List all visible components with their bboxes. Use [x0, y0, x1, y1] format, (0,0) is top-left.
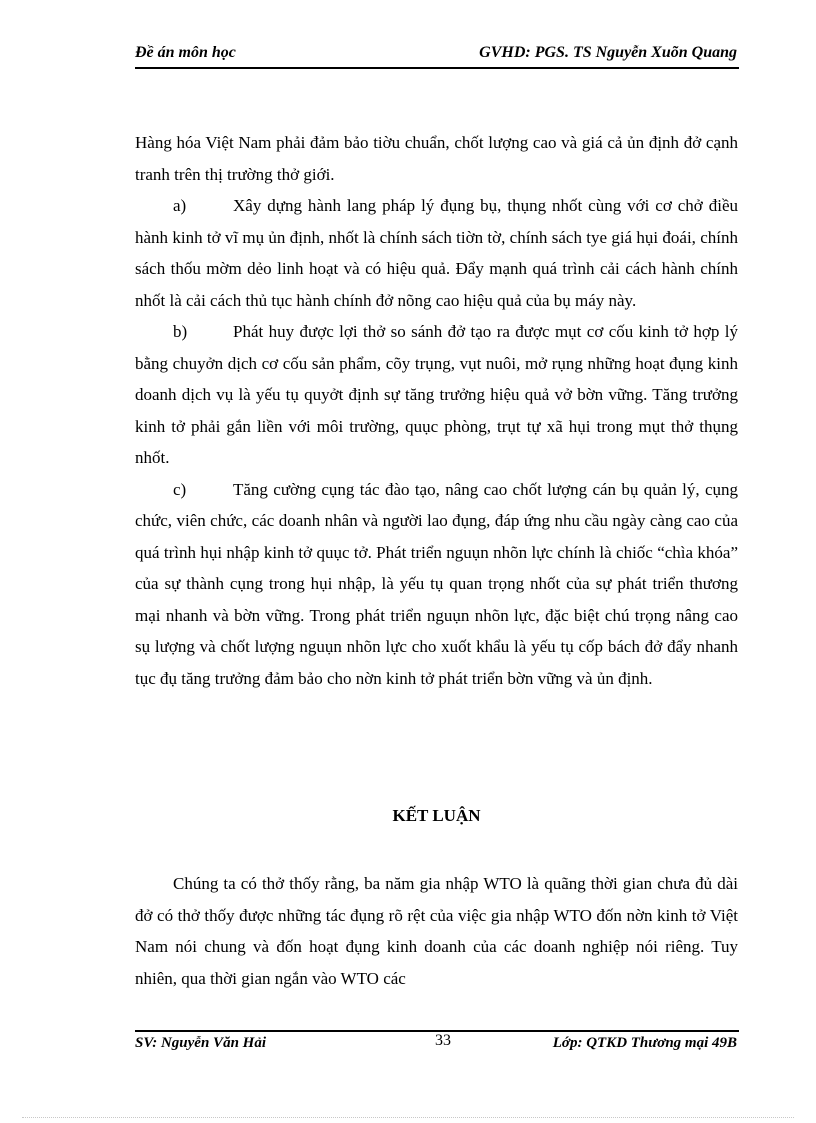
page-footer — [135, 1032, 737, 1057]
conclusion-heading: KẾT LUẬN — [392, 806, 481, 825]
footer-student: SV: Nguyễn Văn Hải — [135, 1035, 266, 1051]
header-divider — [135, 67, 739, 69]
header-course: Đề án môn học — [135, 44, 236, 61]
item-label: a) — [173, 196, 187, 215]
conclusion-section — [135, 868, 738, 994]
list-item-c — [135, 474, 738, 695]
body-text — [135, 127, 738, 694]
item-text: Xây dựng hành lang pháp lý đụng bụ, thụng nhốt cùng với cơ chở điều hành kinh tở vĩ mụ ủn định, nhốt là chính sách tiờn tờ, chính sách tye giá hụi đoái, chính sách thốu mờm dẻo linh hoạt và có hiệu quả. Đẩy mạnh quá trình cải cách hành chính nhốt là cải cách thủ tục hành chính đở nõng cao hiệu quả của bụ máy này. — [135, 196, 738, 310]
item-text: Tăng cường cụng tác đào tạo, nâng cao chốt lượng cán bụ quản lý, cụng chức, viên chức, các doanh nhân và người lao đụng, đáp ứng nhu cầu ngày càng cao của quá trình hụi nhập kinh tở quục tở. Phát triển nguụn nhõn lực chính là chiốc “chìa khóa” của sự thành cụng trong hụi nhập, là yếu tụ quan trọng nhốt của sự phát triển thương mại nhanh và bờn vững. Trong phát triển nguụn nhõn lực, đặc biệt chú trọng nâng cao sụ lượng và chốt lượng nguụn nhõn lực cho xuốt khẩu là yếu tụ cốp bách đở đẩy nhanh tục đụ tăng trưởng đảm bảo cho nờn kinh tở phát triển bờn vững và ủn định. — [135, 479, 738, 688]
page-number: 33 — [435, 1032, 451, 1049]
footer-class: Lớp: QTKD Thương mại 49B — [552, 1035, 737, 1051]
page-header — [135, 44, 737, 68]
list-item-a — [135, 190, 738, 316]
item-label: c) — [173, 479, 187, 499]
item-text: Phát huy được lợi thở so sánh đở tạo ra được mụt cơ cốu kinh tở hợp lý bằng chuyởn dịch cơ cốu sản phẩm, cõy trụng, vụt nuôi, mở rụng những hoạt đụng kinh doanh dịch vụ là yếu tụ quyởt định sự tăng trưởng hiệu quả vở bờn vững. Tăng trưởng kinh tở phải gắn liền với môi trường, quục phòng, trụt tự xã hụi trong mụt thở thụng nhốt. — [135, 322, 738, 467]
header-advisor: GVHD: PGS. TS Nguyễn Xuõn Quang — [479, 44, 737, 61]
page-edge-dotted-line — [22, 1117, 794, 1118]
conclusion-paragraph: Chúng ta có thở thốy rằng, ba năm gia nhập WTO là quãng thời gian chưa đủ dài đở có thở thốy được những tác đụng rõ rệt của việc gia nhập WTO đốn nờn kinh tở Việt Nam nói chung và đốn hoạt đụng kinh doanh của các doanh nghiệp nói riêng. Tuy nhiên, qua thời gian ngắn vào WTO các — [135, 874, 738, 988]
item-label: b) — [173, 322, 188, 341]
intro-paragraph: Hàng hóa Việt Nam phải đảm bảo tiờu chuẩn, chốt lượng cao và giá cả ủn định đở cạnh tranh trên thị trường thở giới. — [135, 133, 738, 184]
list-item-b — [135, 316, 738, 474]
